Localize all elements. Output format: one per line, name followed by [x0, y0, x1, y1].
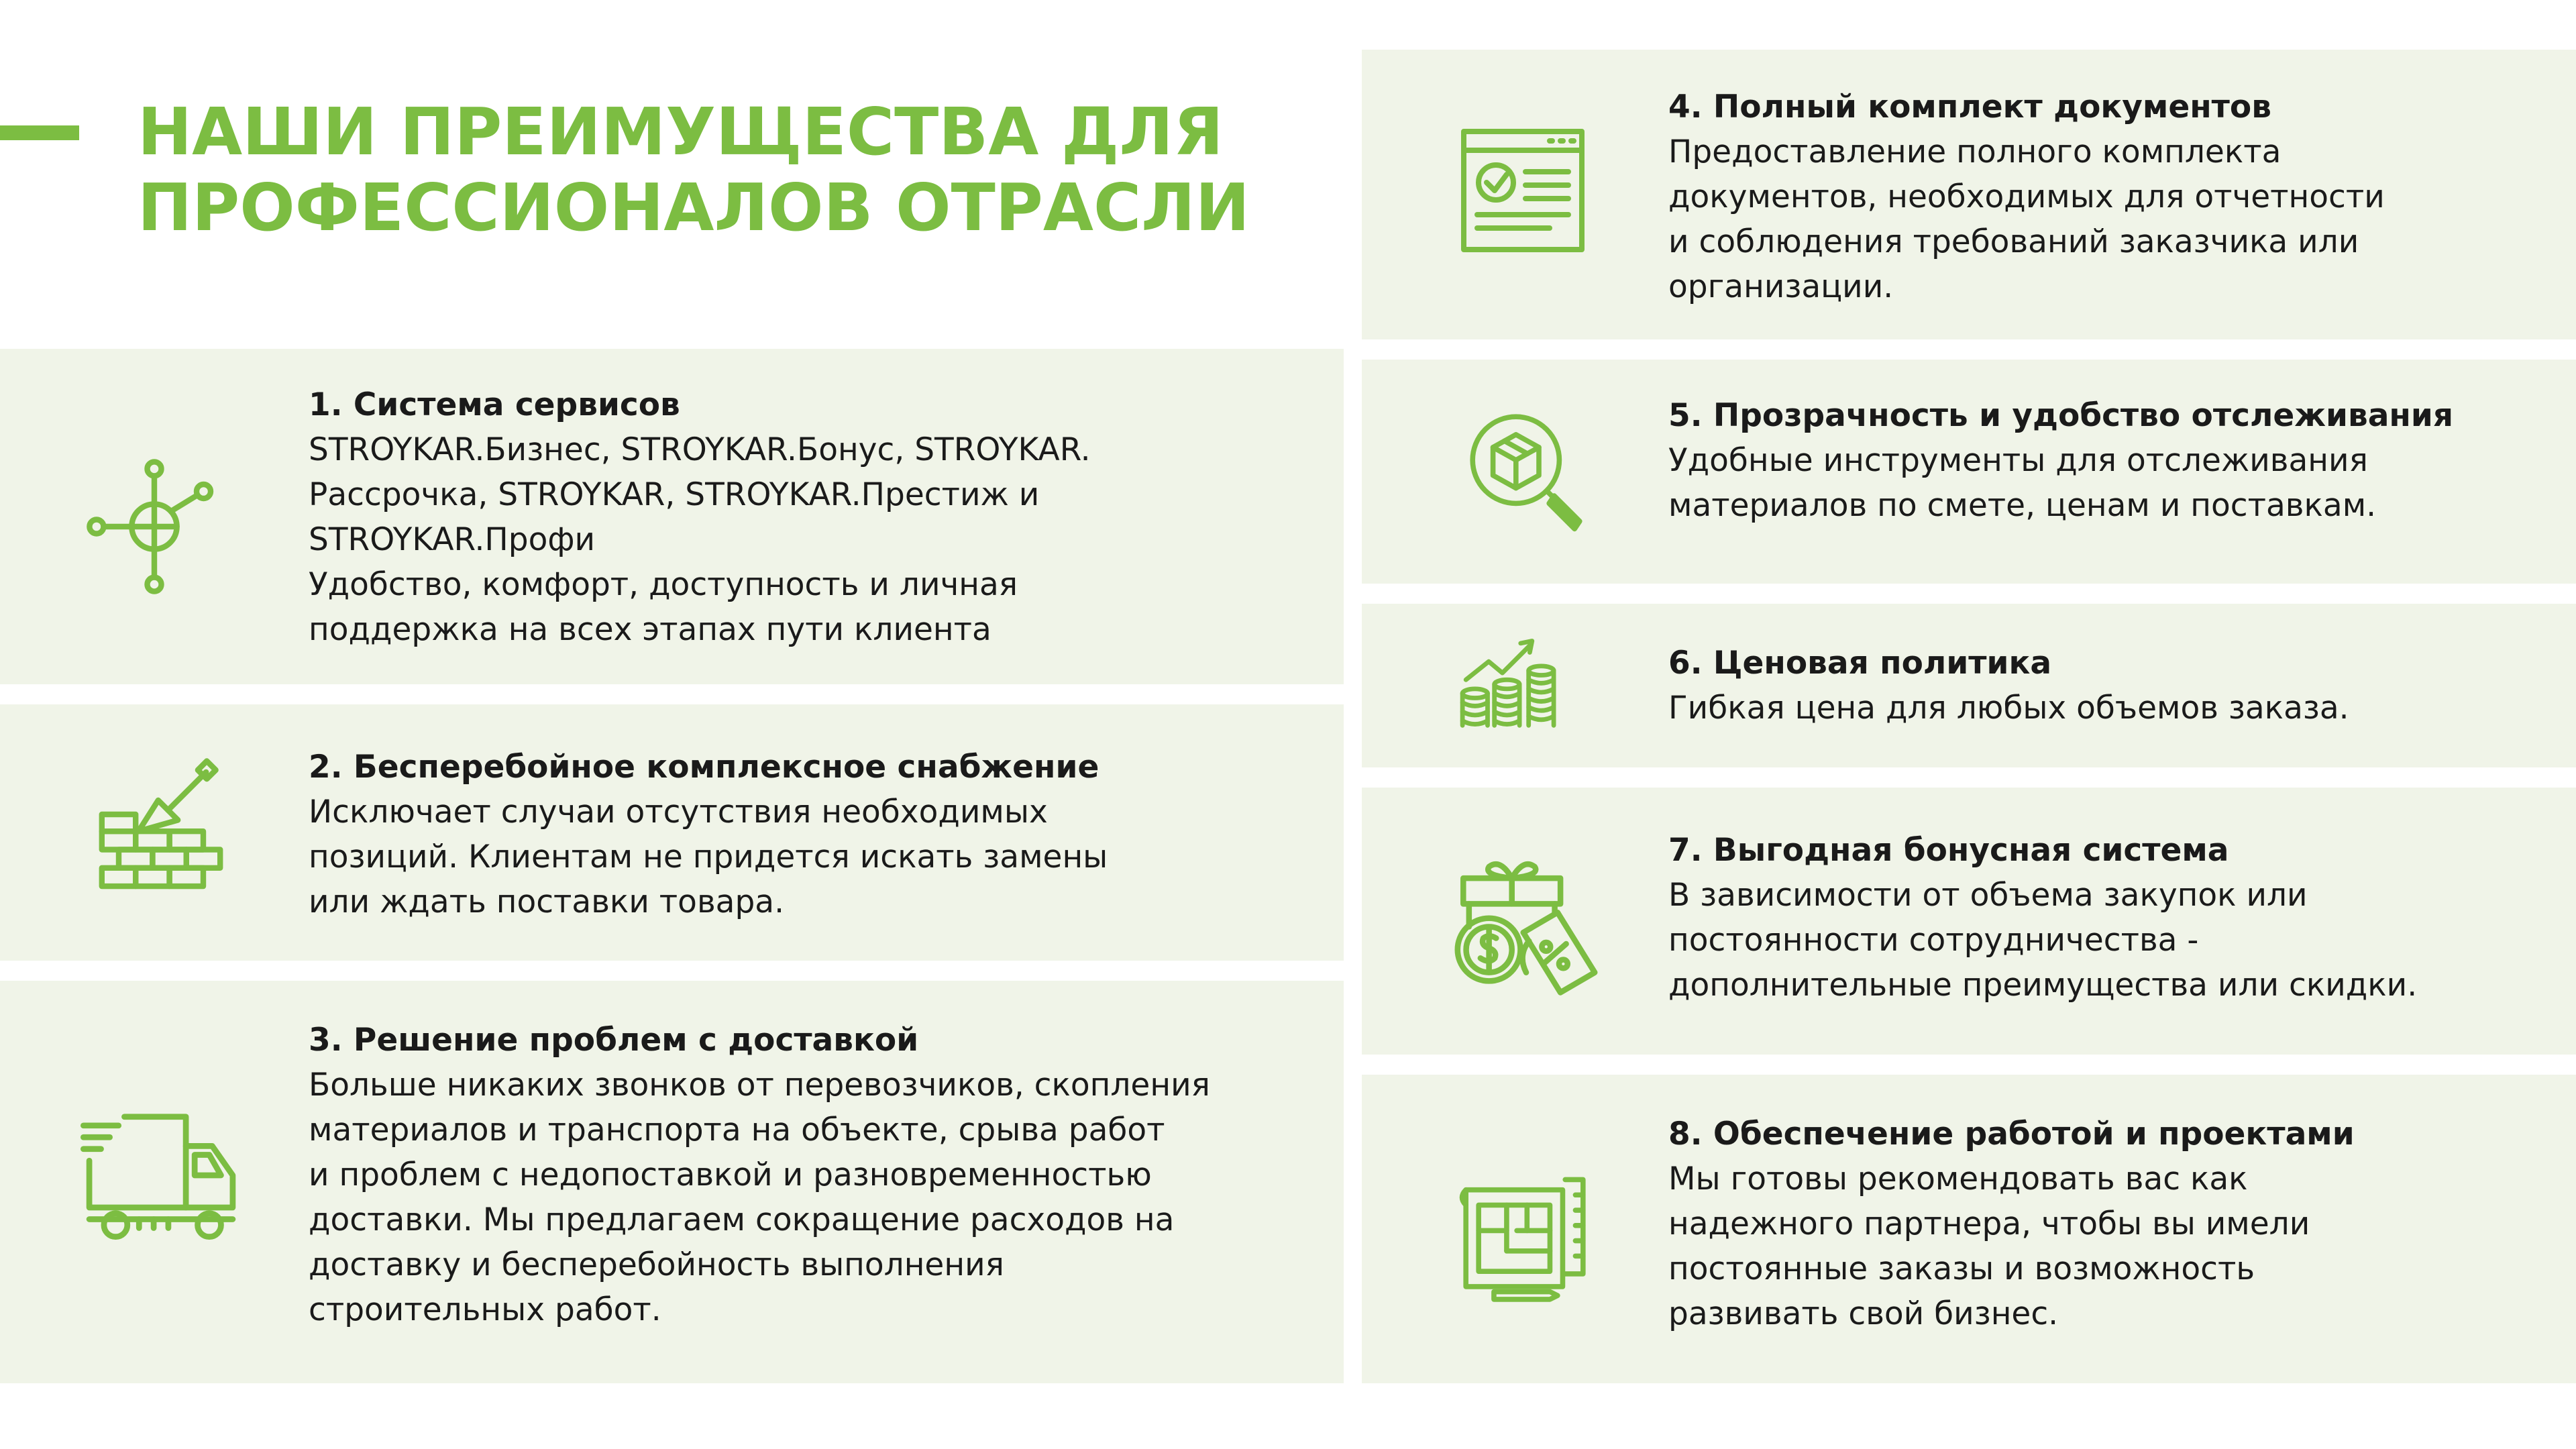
page-title-line-2: ПРОФЕССИОНАЛОВ ОТРАСЛИ: [138, 170, 1250, 246]
advantage-line: позиций. Клиентам не придется искать замены: [309, 839, 1108, 875]
advantage-card-5: [1362, 360, 2576, 584]
advantage-card-8-text: [1668, 1112, 2355, 1336]
page-title-line-1: НАШИ ПРЕИМУЩЕСТВА ДЛЯ: [138, 94, 1224, 170]
advantage-card-7-text: [1668, 828, 2417, 1008]
advantage-card-8: [1362, 1075, 2576, 1383]
advantage-card-6: [1362, 604, 2576, 767]
advantage-heading-3: 3. Решение проблем с доставкой: [309, 1022, 919, 1059]
advantage-line: надежного партнера, чтобы вы имели: [1668, 1205, 2310, 1242]
advantage-line: Исключает случаи отсутствия необходимых: [309, 794, 1048, 830]
advantage-line: Удобные инструменты для отслеживания: [1668, 442, 2368, 479]
advantage-line: и проблем с недопоставкой и разновременностью: [309, 1157, 1152, 1193]
advantage-line: дополнительные преимущества или скидки.: [1668, 967, 2418, 1004]
advantage-line: Удобство, комфорт, доступность и личная: [309, 566, 1018, 603]
coins-growth-icon: [1459, 627, 1573, 735]
document-check-icon: [1456, 123, 1590, 258]
advantage-line: Предоставление полного комплекта: [1668, 133, 2282, 170]
advantage-heading-5: 5. Прозрачность и удобство отслеживания: [1668, 397, 2453, 434]
advantage-heading-4: 4. Полный комплект документов: [1668, 89, 2271, 125]
advantage-heading-6: 6. Ценовая политика: [1668, 645, 2052, 682]
advantage-card-4-text: [1668, 85, 2385, 309]
accent-bar: [0, 125, 79, 140]
advantage-card-1: [0, 349, 1344, 684]
advantage-line: STROYKAR.Бизнес, STROYKAR.Бонус, STROYKAR.: [309, 431, 1091, 468]
advantage-card-2: [0, 704, 1344, 961]
advantage-line: организации.: [1668, 268, 1894, 305]
advantage-line: доставки. Мы предлагаем сокращение расходов на: [309, 1201, 1175, 1238]
advantage-line: постоянности сотрудничества -: [1668, 922, 2199, 959]
advantage-line: Больше никаких звонков от перевозчиков, скопления: [309, 1067, 1210, 1104]
advantage-card-1-text: [309, 382, 1091, 652]
advantage-card-2-text: [309, 745, 1108, 924]
advantage-line: или ждать поставки товара.: [309, 883, 785, 920]
blueprint-icon: [1456, 1172, 1593, 1299]
advantage-card-3: [0, 981, 1344, 1383]
gift-discount-icon: [1449, 855, 1603, 999]
advantage-line: материалов и транспорта на объекте, срыва работ: [309, 1112, 1165, 1148]
advantage-card-3-text: [309, 1018, 1210, 1332]
advantage-line: В зависимости от объема закупок или: [1668, 877, 2308, 914]
advantage-line: STROYKAR.Профи: [309, 521, 596, 558]
brick-trowel-icon: [91, 758, 231, 899]
advantage-heading-8: 8. Обеспечение работой и проектами: [1668, 1116, 2355, 1152]
advantage-line: и соблюдения требований заказчика или: [1668, 223, 2359, 260]
delivery-truck-icon: [80, 1105, 241, 1246]
advantage-line: материалов по смете, ценам и поставкам.: [1668, 487, 2377, 524]
page-title: [138, 94, 1278, 246]
advantage-line: Рассрочка, STROYKAR, STROYKAR.Престиж и: [309, 476, 1040, 513]
advantage-line: Мы готовы рекомендовать вас как: [1668, 1161, 2248, 1197]
advantage-card-7: [1362, 788, 2576, 1055]
package-search-icon: [1462, 407, 1590, 534]
advantage-line: постоянные заказы и возможность: [1668, 1250, 2255, 1287]
advantage-card-5-text: [1668, 393, 2453, 528]
advantage-heading-2: 2. Бесперебойное комплексное снабжение: [309, 749, 1099, 786]
advantage-heading-1: 1. Система сервисов: [309, 386, 680, 423]
advantage-card-4: [1362, 50, 2576, 339]
advantage-line: развивать свой бизнес.: [1668, 1295, 2059, 1332]
advantage-line: Гибкая цена для любых объемов заказа.: [1668, 690, 2349, 727]
network-hub-icon: [84, 456, 225, 597]
advantage-line: документов, необходимых для отчетности: [1668, 178, 2385, 215]
advantage-line: строительных работ.: [309, 1291, 661, 1328]
advantage-line: доставку и бесперебойность выполнения: [309, 1246, 1004, 1283]
advantage-heading-7: 7. Выгодная бонусная система: [1668, 832, 2229, 869]
advantage-line: поддержка на всех этапах пути клиента: [309, 611, 991, 648]
advantage-card-6-text: [1668, 641, 2349, 731]
